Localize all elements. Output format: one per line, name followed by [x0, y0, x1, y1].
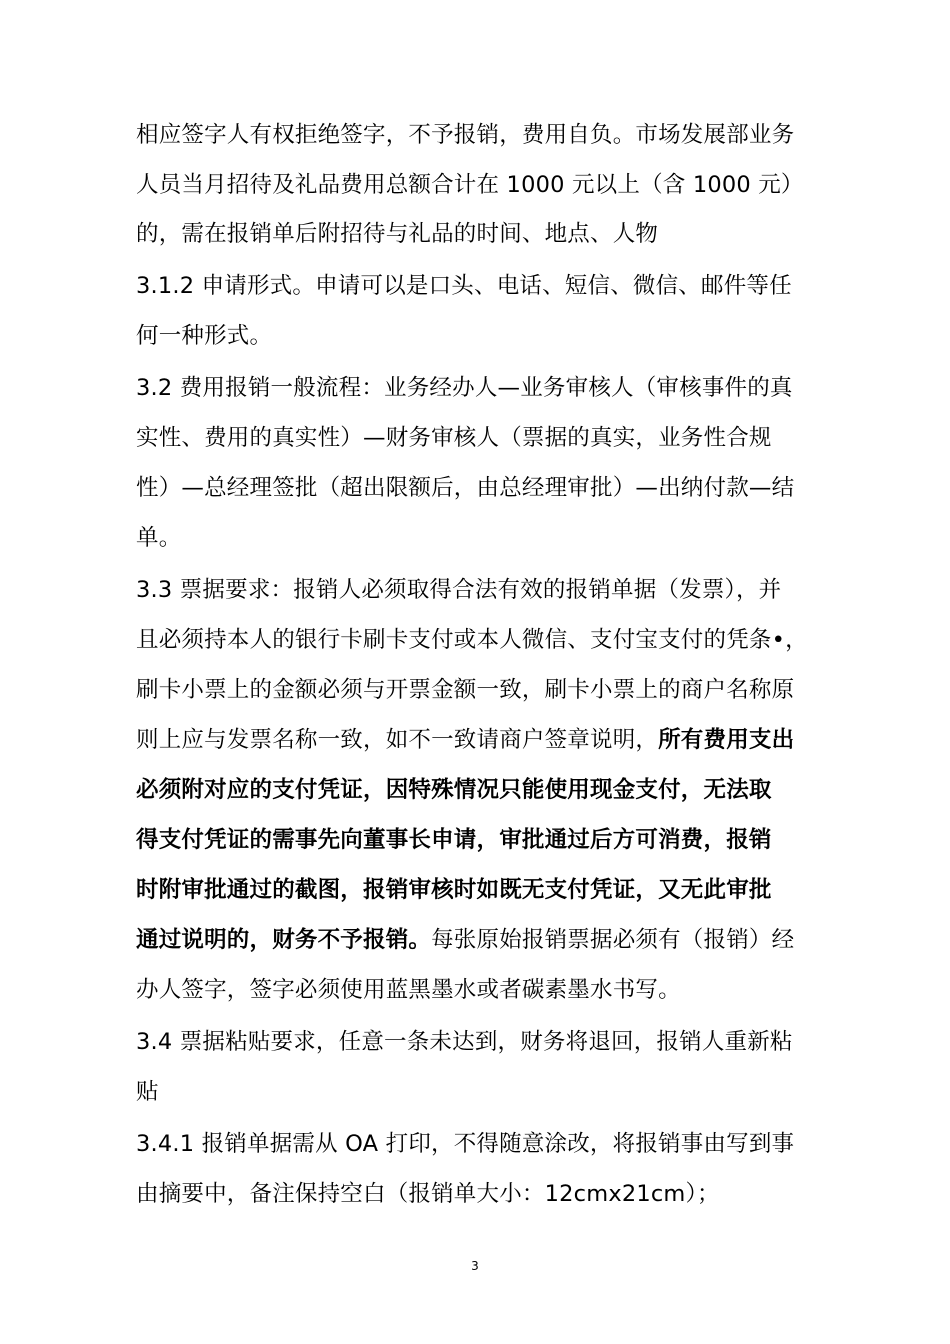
text-line	[136, 165, 836, 205]
text-span: 人员当月招待及礼品费用总额合计在 1000 元以上（含 1000 元）	[136, 172, 804, 198]
text-span: 贴	[136, 1079, 159, 1105]
text-line	[136, 1022, 836, 1062]
text-line	[136, 720, 836, 760]
bold-text-span: 通过说明的，财务不予报销。	[136, 927, 432, 953]
bold-text-line	[136, 820, 836, 860]
text-line	[136, 970, 836, 1010]
text-span: 单。	[136, 525, 182, 551]
text-line	[136, 316, 836, 356]
text-span: 实性、费用的真实性）—财务审核人（票据的真实，业务性合规	[136, 425, 772, 451]
text-span: 3.2 费用报销一般流程：业务经办人—业务审核人（审核事件的真	[136, 375, 793, 401]
text-span: 3.4.1 报销单据需从 OA 打印，不得随意涂改，将报销事由写到事	[136, 1131, 795, 1157]
text-span: 何一种形式。	[136, 323, 273, 349]
text-span: 刷卡小票上的金额必须与开票金额一致，刷卡小票上的商户名称原	[136, 677, 795, 703]
text-line	[136, 670, 836, 710]
text-span: 性）—总经理签批（超出限额后，由总经理审批）—出纳付款—结	[136, 475, 795, 501]
text-line	[136, 1124, 836, 1164]
text-span: 每张原始报销票据必须有（报销）经	[431, 927, 795, 953]
bold-text-line	[136, 770, 836, 810]
text-span: 3.4 票据粘贴要求，任意一条未达到，财务将退回，报销人重新粘	[136, 1029, 793, 1055]
text-line	[136, 418, 836, 458]
text-span: 且必须持本人的银行卡刷卡支付或本人微信、支付宝支付的凭条•，	[136, 627, 808, 653]
text-line	[136, 1072, 836, 1112]
text-line	[136, 115, 836, 155]
text-span: 时附审批通过的截图，报销审核时如既无支付凭证，又无此审批	[136, 877, 772, 903]
text-span: 3.1.2 申请形式。申请可以是口头、电话、短信、微信、邮件等任	[136, 273, 792, 299]
bold-text-span: 所有费用支出	[658, 727, 795, 753]
bold-text-line	[136, 870, 836, 910]
text-line	[136, 920, 836, 960]
text-span: 办人签字，签字必须使用蓝黑墨水或者碳素墨水书写。	[136, 977, 681, 1003]
text-line	[136, 214, 836, 254]
text-line	[136, 570, 836, 610]
text-span: 相应签字人有权拒绝签字，不予报销，费用自负。市场发展部业务	[136, 122, 795, 148]
text-span: 则上应与发票名称一致，如不一致请商户签章说明，	[136, 727, 659, 753]
text-span: 必须附对应的支付凭证，因特殊情况只能使用现金支付，无法取	[136, 777, 772, 803]
text-line	[136, 266, 836, 306]
text-line	[136, 518, 836, 558]
text-span: 得支付凭证的需事先向董事长申请，审批通过后方可消费，报销	[136, 827, 772, 853]
text-line	[136, 468, 836, 508]
text-line	[136, 620, 836, 660]
text-span: 的，需在报销单后附招待与礼品的时间、地点、人物	[136, 221, 659, 247]
text-span: 由摘要中，备注保持空白（报销单大小：12cmx21cm）；	[136, 1181, 720, 1207]
text-span: 3.3 票据要求：报销人必须取得合法有效的报销单据（发票），并	[136, 577, 782, 603]
text-line	[136, 1174, 836, 1214]
page-number: 3	[471, 1259, 479, 1273]
text-line	[136, 368, 836, 408]
